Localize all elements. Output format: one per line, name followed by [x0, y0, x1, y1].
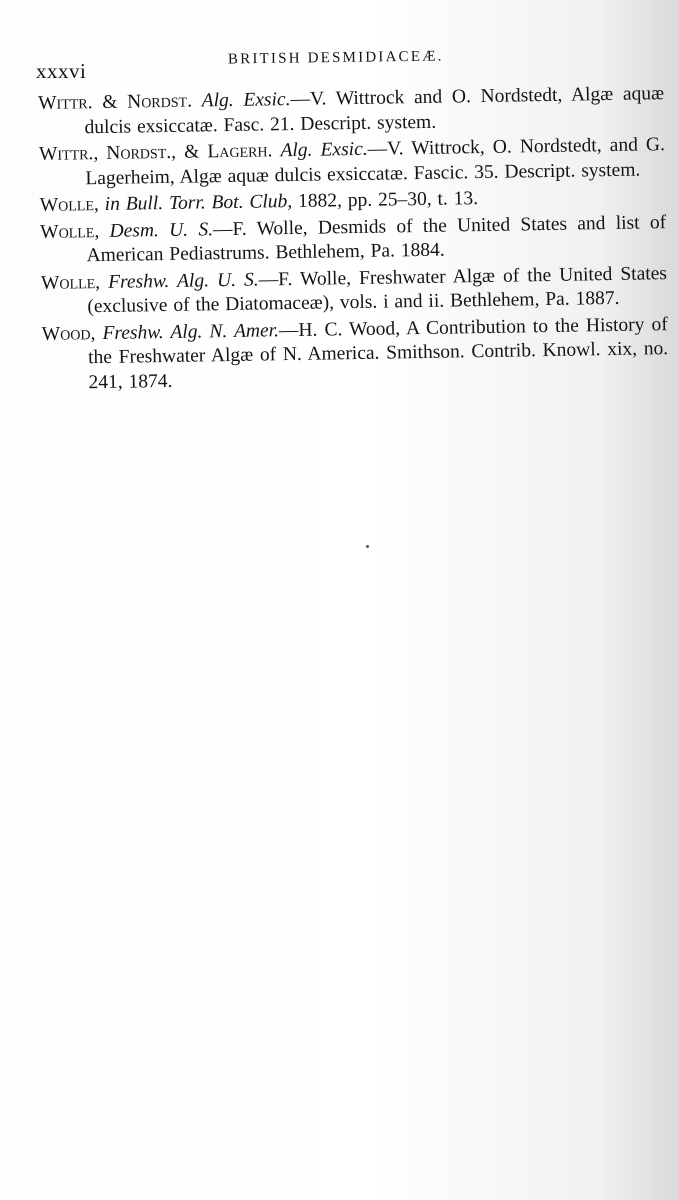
running-title: BRITISH DESMIDIACEÆ. [227, 48, 444, 68]
bibliography-entry [38, 82, 665, 141]
entry-text: —V. Wittrock and O. Nordstedt, Algæ aquæ dulcis exsiccatæ. Fasc. 21. Descript. system. [84, 83, 665, 138]
bibliography-entry [40, 211, 667, 270]
bibliography-entry [39, 133, 666, 192]
entry-work: Alg. Exsic. [201, 89, 291, 112]
entry-work: Freshw. Alg. U. S. [107, 269, 259, 293]
bibliography-list [38, 82, 669, 398]
entry-work: Desm. U. S. [109, 218, 214, 242]
entry-text: —H. C. Wood, A Contribution to the History of the Freshwater Algæ of N. America. Smithson. Contrib. Knowl. xix, no. 241, 1874. [88, 313, 669, 393]
entry-author: Wittr. & Nordst. [38, 90, 193, 114]
entry-work: Freshw. Alg. N. Amer. [102, 319, 280, 344]
ink-speck [366, 545, 369, 548]
bibliography-entry [41, 262, 668, 321]
entry-author: Wolle, [40, 271, 101, 294]
entry-author: Wittr., Nordst., & Lagerh. [38, 140, 273, 165]
entry-author: Wolle, [39, 194, 99, 216]
entry-author: Wood, [41, 322, 96, 345]
entry-text: —V. Wittrock, O. Nordstedt, and G. Lagerheim, Algæ aquæ dulcis exsiccatæ. Fascic. 35. Descript. system. [85, 134, 666, 189]
entry-author: Wolle, [40, 220, 100, 243]
entry-text: —F. Wolle, Freshwater Algæ of the United States (exclusive of the Diatomaceæ), vols. i and ii. Bethlehem, Pa. 1887. [87, 262, 668, 318]
entry-text: —F. Wolle, Desmids of the United States and list of American Pediastrums. Bethlehem, Pa. 1884. [86, 211, 667, 267]
entry-work: in Bull. Torr. Bot. Club, [104, 191, 293, 215]
entry-text: 1882, pp. 25–30, t. 13. [297, 188, 479, 212]
page-header [36, 48, 676, 83]
entry-work: Alg. Exsic. [280, 138, 368, 162]
bibliography-entry [42, 313, 669, 396]
page-number: xxxvi [36, 59, 87, 83]
